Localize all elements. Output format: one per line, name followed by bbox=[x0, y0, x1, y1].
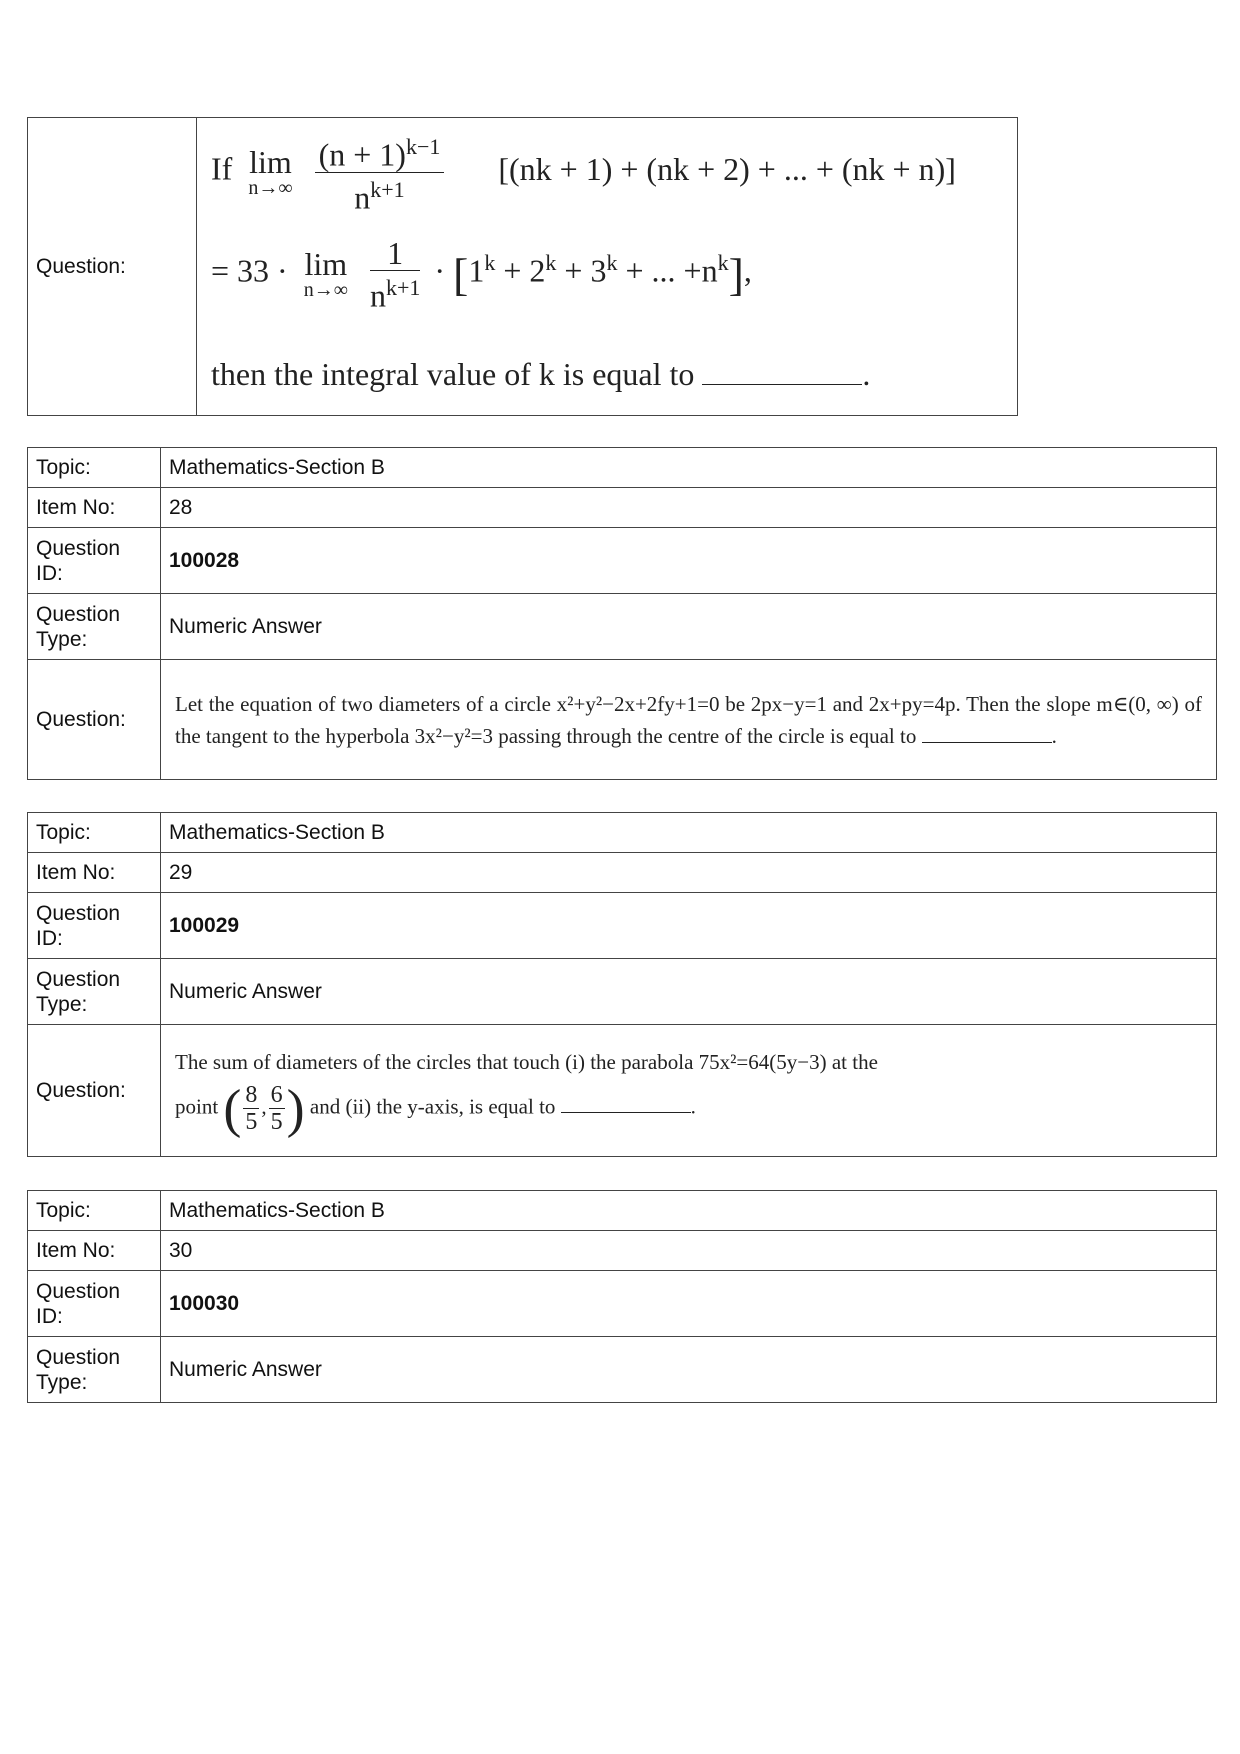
question-id-value: 100030 bbox=[161, 1271, 1217, 1337]
topic-value: Mathematics-Section B bbox=[161, 813, 1217, 853]
question-block-29 bbox=[27, 812, 1217, 1157]
limit-2: lim n→∞ bbox=[303, 246, 348, 302]
question-text: The sum of diameters of the circles that touch (i) the parabola 75x²=64(5y−3) at the point ( $\frac{8}{5}$ , $\frac{6}{5}$ ) and (ii) the y-axis, is equal to . bbox=[161, 1025, 1217, 1157]
topic-label: Topic: bbox=[28, 448, 161, 488]
question-equation bbox=[197, 118, 1018, 416]
topic-value: Mathematics-Section B bbox=[161, 448, 1217, 488]
dot-operator: · bbox=[434, 252, 446, 289]
equation-row-1 bbox=[211, 130, 956, 214]
question-label: Question: bbox=[28, 118, 197, 416]
question-text: Let the equation of two diameters of a circle x²+y²−2x+2fy+1=0 be 2px−y=1 and 2x+py=4p. Then the slope m∈(0, ∞) of the tangent to the hyperbola 3x²−y²=3 passing through the centre of the circle is equal to . bbox=[161, 660, 1217, 780]
question-type-label: Question Type: bbox=[28, 594, 161, 660]
question-id-value: 100029 bbox=[161, 893, 1217, 959]
row2-lead: = 33 · bbox=[211, 252, 288, 289]
equation-row-2: = 33 · lim n→∞ $\frac{1}{n^{k+1}}$ · [$1^k + 2^k + 3^k$ + ... $+n^k$], bbox=[211, 235, 752, 314]
question-block-27 bbox=[27, 117, 1018, 416]
item-no-value: 28 bbox=[161, 488, 1217, 528]
question-block-30 bbox=[27, 1190, 1217, 1403]
topic-label: Topic: bbox=[28, 813, 161, 853]
question-label: Question: bbox=[28, 1025, 161, 1157]
question-id-label: Question ID: bbox=[28, 893, 161, 959]
topic-value: Mathematics-Section B bbox=[161, 1191, 1217, 1231]
item-no-value: 29 bbox=[161, 853, 1217, 893]
item-no-value: 30 bbox=[161, 1231, 1217, 1271]
bracket-expression: [(nk + 1) + (nk + 2) + ... + (nk + n)] bbox=[498, 150, 956, 187]
topic-label: Topic: bbox=[28, 1191, 161, 1231]
question-id-label: Question ID: bbox=[28, 528, 161, 594]
question-id-label: Question ID: bbox=[28, 1271, 161, 1337]
answer-blank bbox=[922, 724, 1052, 743]
fraction-1: $\frac{(n + 1)^{k-1}}{n^{k+1}}$ bbox=[315, 130, 445, 214]
question-type-label: Question Type: bbox=[28, 959, 161, 1025]
item-no-label: Item No: bbox=[28, 853, 161, 893]
question-type-label: Question Type: bbox=[28, 1337, 161, 1403]
if-word: If bbox=[211, 150, 233, 187]
fraction-2: $\frac{1}{n^{k+1}}$ bbox=[369, 235, 421, 314]
question-block-28 bbox=[27, 447, 1217, 780]
question-type-value: Numeric Answer bbox=[161, 1337, 1217, 1403]
question-type-value: Numeric Answer bbox=[161, 959, 1217, 1025]
question-type-value: Numeric Answer bbox=[161, 594, 1217, 660]
limit-1: lim n→∞ bbox=[248, 144, 293, 200]
question-id-value: 100028 bbox=[161, 528, 1217, 594]
answer-blank bbox=[561, 1094, 691, 1113]
question-label: Question: bbox=[28, 660, 161, 780]
item-no-label: Item No: bbox=[28, 1231, 161, 1271]
equation-row-3: then the integral value of k is equal to . bbox=[211, 356, 871, 392]
answer-blank bbox=[702, 362, 862, 385]
item-no-label: Item No: bbox=[28, 488, 161, 528]
